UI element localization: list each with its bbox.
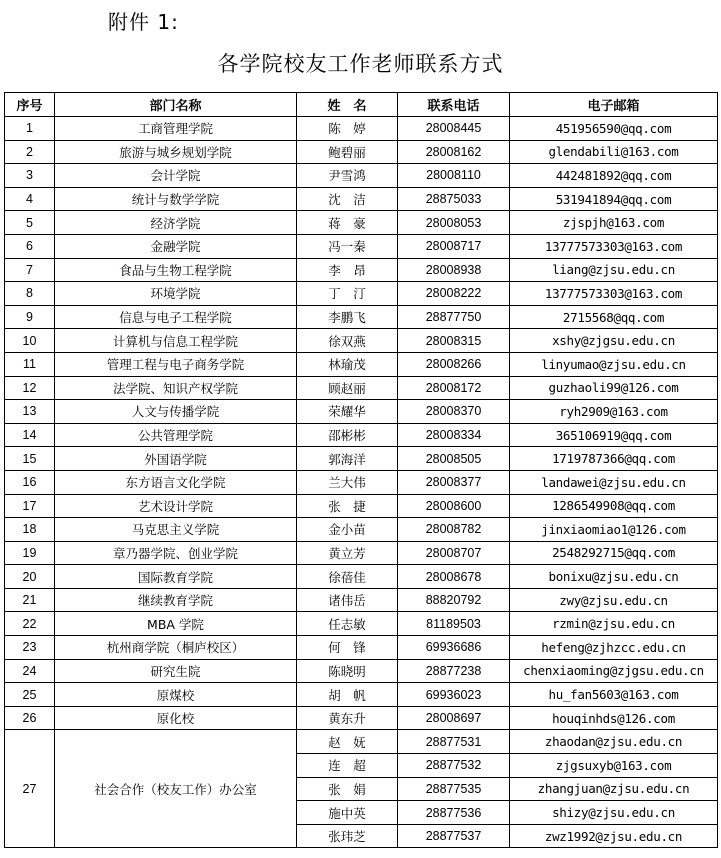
header-seq: 序号 — [5, 93, 55, 117]
cell-name: 丁 汀 — [297, 282, 398, 306]
cell-name: 陈 婷 — [297, 117, 398, 141]
cell-tel: 28008782 — [398, 518, 510, 542]
table-row — [5, 541, 718, 565]
cell-email: zwy@zjsu.edu.cn — [510, 588, 718, 612]
cell-dept: 环境学院 — [55, 282, 297, 306]
cell-email: 531941894@qq.com — [510, 187, 718, 211]
table-row — [5, 565, 718, 589]
cell-dept: 章乃器学院、创业学院 — [55, 541, 297, 565]
cell-email: hefeng@zjhzcc.edu.cn — [510, 636, 718, 660]
cell-name: 张 娟 — [297, 777, 398, 801]
cell-seq: 19 — [5, 541, 55, 565]
cell-tel: 28875033 — [398, 187, 510, 211]
cell-tel: 81189503 — [398, 612, 510, 636]
header-email: 电子邮箱 — [510, 93, 718, 117]
cell-dept: 管理工程与电子商务学院 — [55, 352, 297, 376]
cell-email: houqinhds@126.com — [510, 706, 718, 730]
cell-dept: 继续教育学院 — [55, 588, 297, 612]
cell-tel: 28008334 — [398, 423, 510, 447]
cell-seq: 27 — [5, 730, 55, 848]
cell-name: 诸伟岳 — [297, 588, 398, 612]
cell-dept: 经济学院 — [55, 211, 297, 235]
page-title: 各学院校友工作老师联系方式 — [217, 52, 504, 76]
cell-seq: 13 — [5, 400, 55, 424]
table-row — [5, 329, 718, 353]
cell-name: 荣耀华 — [297, 400, 398, 424]
cell-tel: 28008370 — [398, 400, 510, 424]
cell-email: ryh2909@163.com — [510, 400, 718, 424]
cell-tel: 28008266 — [398, 352, 510, 376]
cell-name: 胡 帆 — [297, 683, 398, 707]
cell-dept: 国际教育学院 — [55, 565, 297, 589]
table-row — [5, 234, 718, 258]
table-row — [5, 423, 718, 447]
cell-dept: 金融学院 — [55, 234, 297, 258]
cell-seq: 25 — [5, 683, 55, 707]
cell-tel: 28008053 — [398, 211, 510, 235]
cell-email: zhaodan@zjsu.edu.cn — [510, 730, 718, 754]
cell-email: linyumao@zjsu.edu.cn — [510, 352, 718, 376]
table-row — [5, 211, 718, 235]
table-row — [5, 588, 718, 612]
cell-dept: 艺术设计学院 — [55, 494, 297, 518]
cell-name: 何 锋 — [297, 636, 398, 660]
cell-seq: 5 — [5, 211, 55, 235]
cell-email: guzhaoli99@126.com — [510, 376, 718, 400]
cell-email: shizy@zjsu.edu.cn — [510, 801, 718, 825]
cell-email: 442481892@qq.com — [510, 164, 718, 188]
header-tel: 联系电话 — [398, 93, 510, 117]
cell-tel: 28877536 — [398, 801, 510, 825]
cell-dept: 原化校 — [55, 706, 297, 730]
cell-email: liang@zjsu.edu.cn — [510, 258, 718, 282]
cell-name: 张玮芝 — [297, 824, 398, 848]
cell-dept: 工商管理学院 — [55, 117, 297, 141]
table-row — [5, 352, 718, 376]
cell-email: 1719787366@qq.com — [510, 447, 718, 471]
cell-dept: 食品与生物工程学院 — [55, 258, 297, 282]
cell-name: 赵 妩 — [297, 730, 398, 754]
cell-email: zhangjuan@zjsu.edu.cn — [510, 777, 718, 801]
cell-tel: 28008697 — [398, 706, 510, 730]
cell-dept: 公共管理学院 — [55, 423, 297, 447]
table-row — [5, 282, 718, 306]
cell-tel: 28877531 — [398, 730, 510, 754]
cell-email: jinxiaomiao1@126.com — [510, 518, 718, 542]
cell-name: 顾赵丽 — [297, 376, 398, 400]
cell-name: 徐蓓佳 — [297, 565, 398, 589]
cell-dept: 人文与传播学院 — [55, 400, 297, 424]
contacts-table — [4, 92, 718, 848]
table-row — [5, 470, 718, 494]
cell-email: zjspjh@163.com — [510, 211, 718, 235]
cell-name: 黄立芳 — [297, 541, 398, 565]
cell-name: 连 超 — [297, 754, 398, 778]
cell-seq: 18 — [5, 518, 55, 542]
cell-name: 任志敏 — [297, 612, 398, 636]
cell-seq: 8 — [5, 282, 55, 306]
header-name: 姓 名 — [297, 93, 398, 117]
cell-seq: 4 — [5, 187, 55, 211]
cell-tel: 69936686 — [398, 636, 510, 660]
cell-dept: 外国语学院 — [55, 447, 297, 471]
cell-seq: 10 — [5, 329, 55, 353]
cell-tel: 28008505 — [398, 447, 510, 471]
cell-tel: 28877238 — [398, 659, 510, 683]
cell-tel: 28008445 — [398, 117, 510, 141]
cell-name: 林瑜茂 — [297, 352, 398, 376]
cell-name: 李 昂 — [297, 258, 398, 282]
cell-name: 施中英 — [297, 801, 398, 825]
cell-email: zjgsuxyb@163.com — [510, 754, 718, 778]
table-row — [5, 683, 718, 707]
cell-seq: 16 — [5, 470, 55, 494]
cell-email: 2548292715@qq.com — [510, 541, 718, 565]
cell-name: 蒋 豪 — [297, 211, 398, 235]
cell-seq: 21 — [5, 588, 55, 612]
cell-email: chenxiaoming@zjgsu.edu.cn — [510, 659, 718, 683]
cell-dept: 信息与电子工程学院 — [55, 305, 297, 329]
cell-seq: 2 — [5, 140, 55, 164]
table-row — [5, 518, 718, 542]
cell-seq: 22 — [5, 612, 55, 636]
table-row — [5, 636, 718, 660]
cell-dept: 马克思主义学院 — [55, 518, 297, 542]
cell-tel: 28008110 — [398, 164, 510, 188]
cell-email: 2715568@qq.com — [510, 305, 718, 329]
cell-dept: MBA 学院 — [55, 612, 297, 636]
cell-seq: 3 — [5, 164, 55, 188]
table-row — [5, 258, 718, 282]
cell-name: 鲍碧丽 — [297, 140, 398, 164]
cell-dept: 法学院、知识产权学院 — [55, 376, 297, 400]
cell-tel: 28008707 — [398, 541, 510, 565]
cell-name: 兰大伟 — [297, 470, 398, 494]
cell-dept: 旅游与城乡规划学院 — [55, 140, 297, 164]
cell-dept: 社会合作（校友工作）办公室 — [55, 730, 297, 848]
cell-dept: 研究生院 — [55, 659, 297, 683]
table-row — [5, 376, 718, 400]
cell-email: 13777573303@163.com — [510, 234, 718, 258]
cell-name: 金小苗 — [297, 518, 398, 542]
table-row — [5, 447, 718, 471]
cell-tel: 28877532 — [398, 754, 510, 778]
cell-seq: 1 — [5, 117, 55, 141]
cell-name: 徐双燕 — [297, 329, 398, 353]
cell-tel: 28008315 — [398, 329, 510, 353]
cell-seq: 17 — [5, 494, 55, 518]
attachment-label: 附件 1: — [108, 10, 179, 34]
cell-email: 1286549908@qq.com — [510, 494, 718, 518]
cell-email: 365106919@qq.com — [510, 423, 718, 447]
cell-email: bonixu@zjsu.edu.cn — [510, 565, 718, 589]
cell-seq: 14 — [5, 423, 55, 447]
cell-name: 冯一秦 — [297, 234, 398, 258]
table-header-row — [5, 93, 718, 117]
cell-email: hu_fan5603@163.com — [510, 683, 718, 707]
cell-seq: 24 — [5, 659, 55, 683]
cell-tel: 28877750 — [398, 305, 510, 329]
cell-seq: 11 — [5, 352, 55, 376]
table-row — [5, 612, 718, 636]
cell-seq: 6 — [5, 234, 55, 258]
cell-seq: 7 — [5, 258, 55, 282]
cell-dept: 杭州商学院（桐庐校区） — [55, 636, 297, 660]
cell-tel: 28877537 — [398, 824, 510, 848]
cell-dept: 原煤校 — [55, 683, 297, 707]
cell-name: 沈 洁 — [297, 187, 398, 211]
cell-dept: 计算机与信息工程学院 — [55, 329, 297, 353]
cell-name: 张 捷 — [297, 494, 398, 518]
cell-dept: 东方语言文化学院 — [55, 470, 297, 494]
table-row — [5, 305, 718, 329]
table-row — [5, 117, 718, 141]
cell-tel: 28008162 — [398, 140, 510, 164]
cell-seq: 12 — [5, 376, 55, 400]
cell-email: landawei@zjsu.edu.cn — [510, 470, 718, 494]
cell-email: 451956590@qq.com — [510, 117, 718, 141]
table-row — [5, 400, 718, 424]
cell-email: glendabili@163.com — [510, 140, 718, 164]
cell-name: 李鹏飞 — [297, 305, 398, 329]
cell-tel: 28008600 — [398, 494, 510, 518]
cell-name: 郭海洋 — [297, 447, 398, 471]
cell-email: 13777573303@163.com — [510, 282, 718, 306]
cell-name: 邵彬彬 — [297, 423, 398, 447]
cell-email: xshy@zjgsu.edu.cn — [510, 329, 718, 353]
table-row — [5, 187, 718, 211]
cell-name: 尹雪鸿 — [297, 164, 398, 188]
cell-tel: 28008938 — [398, 258, 510, 282]
table-row — [5, 706, 718, 730]
cell-seq: 15 — [5, 447, 55, 471]
cell-tel: 28008222 — [398, 282, 510, 306]
cell-email: rzmin@zjsu.edu.cn — [510, 612, 718, 636]
cell-tel: 28008377 — [398, 470, 510, 494]
cell-email: zwz1992@zjsu.edu.cn — [510, 824, 718, 848]
cell-tel: 28008172 — [398, 376, 510, 400]
table-row — [5, 140, 718, 164]
cell-seq: 9 — [5, 305, 55, 329]
table-row — [5, 659, 718, 683]
table-row — [5, 494, 718, 518]
cell-tel: 28008678 — [398, 565, 510, 589]
table-row — [5, 164, 718, 188]
cell-tel: 69936023 — [398, 683, 510, 707]
cell-seq: 26 — [5, 706, 55, 730]
cell-name: 黄东升 — [297, 706, 398, 730]
table-row — [5, 730, 718, 754]
cell-tel: 28877535 — [398, 777, 510, 801]
header-dept: 部门名称 — [55, 93, 297, 117]
cell-seq: 23 — [5, 636, 55, 660]
cell-dept: 统计与数学学院 — [55, 187, 297, 211]
cell-name: 陈晓明 — [297, 659, 398, 683]
cell-seq: 20 — [5, 565, 55, 589]
cell-tel: 28008717 — [398, 234, 510, 258]
cell-tel: 88820792 — [398, 588, 510, 612]
cell-dept: 会计学院 — [55, 164, 297, 188]
